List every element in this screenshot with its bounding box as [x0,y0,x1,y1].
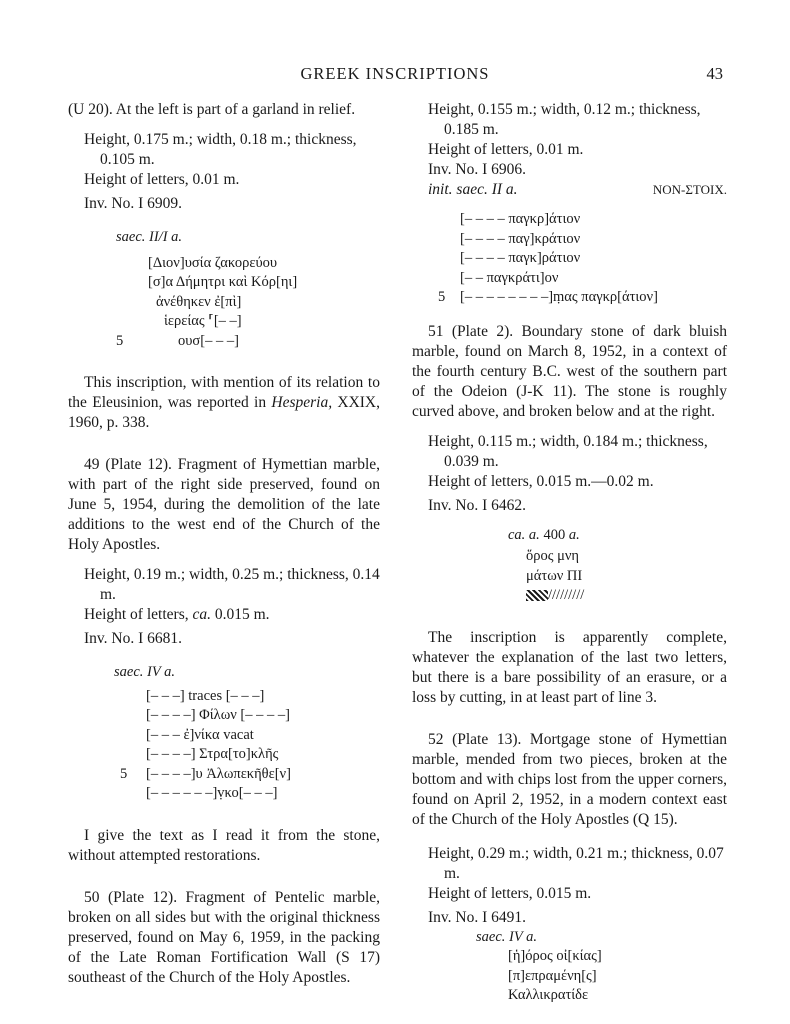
date-heading-row [412,180,727,200]
entry-49-commentary: I give the text as I read it from the stone, without attempted restorations. [68,826,380,864]
inscription-line: ἀνέθηκεν ἐ[πὶ] [156,293,242,310]
inscription-line: [– – – – παγκ]ράτιον [460,250,581,266]
entry-49-description: 49 (Plate 12). Fragment of Hymettian marble, with part of the right side preserved, found on June 5, 1954, during the demolition of the late additions to the west end of the Church of the Holy Apostles. [68,456,380,553]
inventory-number: Inv. No. I 6909. [84,195,183,212]
inscription-line: [– – παγκράτι]ον [460,269,559,286]
entry-52-description: 52 (Plate 13). Mortgage stone of Hymettian marble, mended from two pieces, broken at the bottom and with chips lost from the upper corners, found on April 2, 1952, in a modern context east of the Church of the Holy Apostles (Q 15). [412,730,727,828]
measurement-letters: Height of letters, 0.01 m. [84,171,240,188]
inventory-number: Inv. No. I 6681. [84,630,183,647]
entry-51-inscription [412,526,727,606]
entry-48-continuation: (U 20). At the left is part of a garland in relief. [68,101,356,118]
measurement-dimensions: Height, 0.19 m.; width, 0.25 m.; thickness, 0.14 m. [84,566,380,603]
inscription-line: 5 ουσ[– – –] [116,332,380,352]
inscription-line: [– – – –] Στρα[το]κλῆς [146,746,279,762]
entry-49-inscription [68,663,380,804]
entry-50-measurements [412,100,727,200]
line-number: 5 [120,765,128,782]
line-number: 5 [116,332,124,349]
inventory-number: Inv. No. I 6906. [428,161,527,178]
running-title: GREEK INSCRIPTIONS [300,64,490,83]
entry-51-measurements [412,432,727,516]
entry-number: 52 [428,730,444,748]
entry-number: 50 [84,888,100,906]
inscription-line: [– – – – – –]ṿκο[– – –] [146,785,278,801]
left-column [68,100,380,988]
running-header [0,64,790,88]
measurement-letters: Height of letters, 0.015 m. [428,884,592,902]
non-stoichedon-label: NON-ΣTOIX. [652,182,727,197]
date-heading: ca. a. 400 a. [508,526,580,543]
inscription-line: [π]επραμένη[ς] [508,967,597,984]
entry-48-inscription [68,228,380,351]
inscription-line: Καλλικρατίδε [508,987,589,1003]
entry-52-inscription [412,928,727,1006]
inscription-line: [– – –] traces [– – –] [146,687,265,704]
measurement-dimensions: Height, 0.155 m.; width, 0.12 m.; thickness, 0.185 m. [428,101,701,138]
entry-49-measurements [68,565,380,649]
inscription-line: 5 [– – – – – – – –]ṃας παγκρ[άτιον] [460,288,727,308]
inscription-line: [– – – ἐ]νίκα vacat [146,726,254,743]
inscription-line: ///////// [508,586,727,606]
measurement-dimensions: Height, 0.115 m.; width, 0.184 m.; thickness, 0.039 m. [428,432,708,470]
measurement-letters: Height of letters, ca. 0.015 m. [84,606,270,623]
inscription-line: [ἡ]όρος οἰ[κίας] [508,948,602,964]
measurement-dimensions: Height, 0.29 m.; width, 0.21 m.; thickness, 0.07 m. [428,844,724,882]
entry-51-description: 51 (Plate 2). Boundary stone of dark bluish marble, found on March 8, 1952, in a context of the fourth century B.C. west of the southern part of the Odeion (J-K 11). The stone is roughly curved above, and broken below and at the right. [412,322,727,420]
page-number: 43 [706,64,723,83]
entry-48-measurements [68,130,380,214]
erasure-mark [526,590,548,601]
inventory-number: Inv. No. I 6491. [428,908,527,926]
date-heading: saec. IV a. [114,664,175,680]
inscription-line: ὅρος μνη [526,548,580,564]
entry-number: 49 [84,456,100,473]
measurement-dimensions: Height, 0.175 m.; width, 0.18 m.; thickness, 0.105 m. [84,131,357,168]
measurement-letters: Height of letters, 0.01 m. [428,141,584,158]
inscription-line: [Διον]υσία ζακορεύου [148,254,278,271]
inscription-line: [– – – – παγκρ]άτιον [460,211,581,227]
inscription-line: [– – – – παγ]κράτιον [460,230,581,247]
date-heading: saec. II/I a. [116,229,183,245]
entry-50-description: 50 (Plate 12). Fragment of Pentelic marble, broken on all sides but with the original thickness preserved, found on May 6, 1959, in the packing of the Late Roman Fortification Wall (S 17) southeast of the Church of the Holy Apostles. [68,888,380,986]
entry-48-commentary: This inscription, with mention of its relation to the Eleusinion, was reported in Hesperia, XXIX, 1960, p. 338. [68,374,380,431]
entry-52-measurements [412,844,727,928]
measurement-letters: Height of letters, 0.015 m.—0.02 m. [428,472,654,490]
inscription-line: [σ]α Δήμητρι καὶ Κόρ[ηι] [148,274,298,290]
date-heading: saec. IV a. [476,928,537,945]
inscription-line: 5 [– – – –]υ Ἀλωπεκῆθε[ν] [114,765,380,785]
inscription-line: ἱερείας ⸢[– –] [164,313,242,329]
line-number: 5 [438,289,446,305]
entry-number: 51 [428,322,444,340]
date-heading: init. saec. II a. [428,181,518,198]
right-column [412,100,727,1006]
entry-50-inscription [412,210,727,308]
inscription-line: μάτων ΠΙ [526,567,583,584]
inventory-number: Inv. No. I 6462. [428,496,527,514]
entry-51-commentary: The inscription is apparently complete, whatever the explanation of the last two letters, but there is a bare possibility of an erasure, or a loss by cutting, in at least part of line 3. [412,628,727,706]
inscription-line: [– – – –] Φίλων [– – – –] [146,707,290,723]
